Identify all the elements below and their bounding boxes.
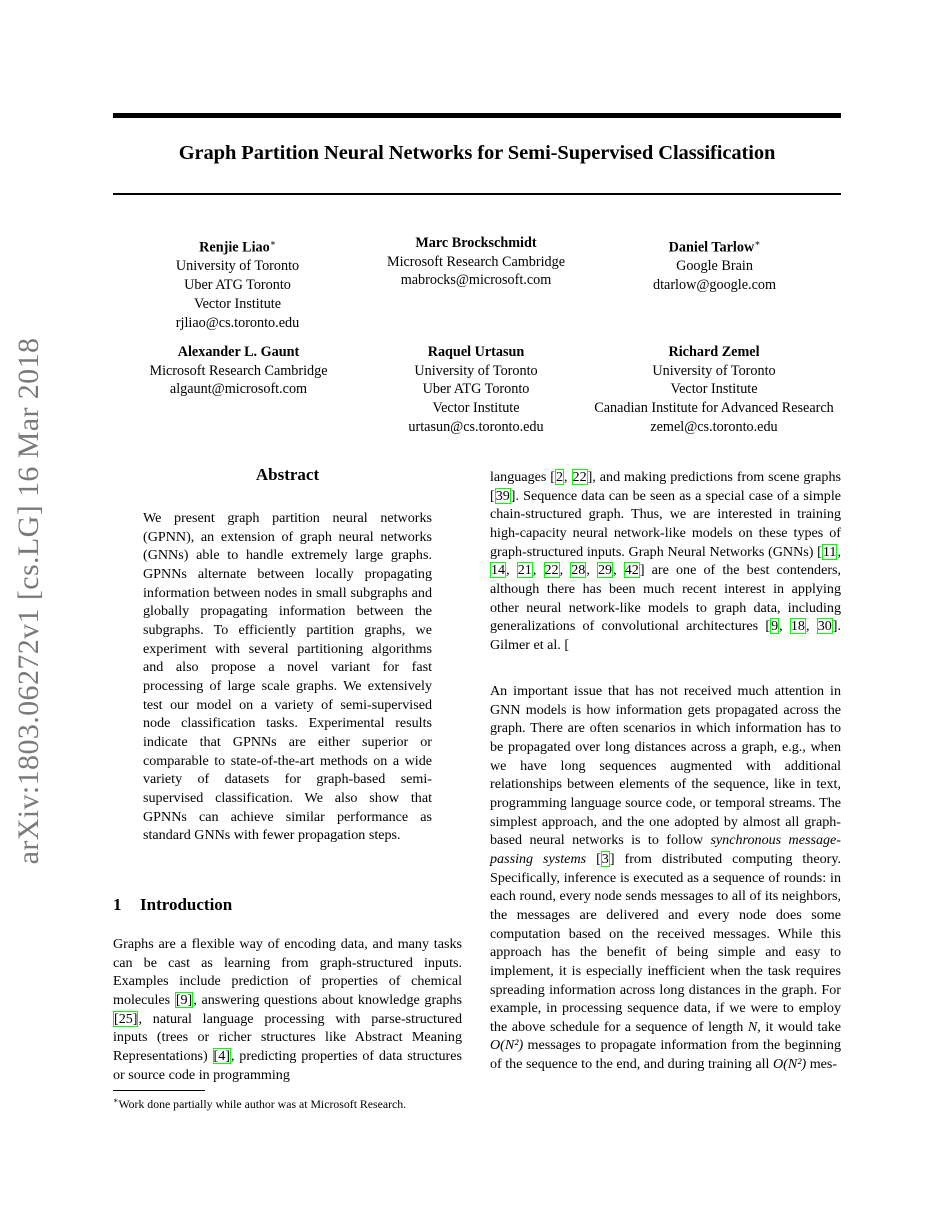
author-affiliation: Canadian Institute for Advanced Research [594,400,834,417]
citation-link[interactable]: 11 [822,543,837,560]
citation-link[interactable]: 29 [598,562,613,579]
author-email: mabrocks@microsoft.com [400,272,552,289]
section-heading-introduction [113,895,232,915]
author-affiliation: Microsoft Research Cambridge [149,362,328,379]
citation-link[interactable]: 22 [572,469,587,485]
footnote-text: Work done partially while author was at Microsoft Research. [118,1096,407,1111]
title-bottom-rule [113,193,841,195]
citation-link[interactable]: 22 [544,562,559,579]
author-name: Daniel Tarlow [668,239,755,256]
citation-link[interactable]: 9 [771,618,779,635]
math-expression: O(N²) [490,1037,524,1054]
intro-paragraph-1: Graphs are a flexible way of encoding data, and many tasks can be cast as learning from graph-structured inputs. Examples include prediction of properties of chemical molecules [9], answering questions about knowledge graphs [25], natural language processing with parse-structured inputs (trees or richer structures like Abstract Meaning Representations) [4], predicting properties of data structures or source code in programming [113,936,462,1083]
author-email: algaunt@microsoft.com [169,381,308,398]
math-expression: O(N²) [772,1056,807,1073]
author-affiliation: Uber ATG Toronto [422,381,530,398]
citation-link[interactable]: [4] [213,1047,230,1064]
author-block [620,234,809,295]
citation-link[interactable]: 21 [517,562,532,579]
footnote-rule [113,1090,205,1091]
intro-paragraph-1-continued: languages [2, 22], and making predictions from scene graphs [39]. Sequence data can be seen as a special case of a simple chain-structured graph. Thus, we are interested in training high-capacity neural network-like models on these types of graph-structured inputs. Graph Neural Networks (GNNs) [11, 14, 21, 22, 28, 29, 42] are one of the best contenders, although there has been much recent interest in applying other neural network-like models to graph data, including generalizations of convolutional architectures [9, 18, 30]. Gilmer et al. [ [490,469,842,653]
title-top-rule [113,113,841,118]
author-affiliation: Google Brain [676,258,753,275]
emphasis: synchronous message-passing systems [490,832,841,867]
author-affiliation: Vector Institute [670,381,758,398]
author-affiliation: University of Toronto [652,362,776,379]
footnote-mark: ∗ [113,1096,119,1105]
author-affiliation: Vector Institute [193,295,282,312]
author-name: Raquel Urtasun [427,344,525,360]
author-affiliation: Vector Institute [432,400,520,417]
section-title: Introduction [140,895,233,914]
math-variable: N [747,1018,758,1035]
citation-link[interactable]: 42 [624,562,639,579]
citation-link[interactable]: [9] [175,991,193,1008]
author-affiliation: University of Toronto [414,362,538,379]
arxiv-identifier: arXiv:1803.06272v1 [cs.LG] 16 Mar 2018 [12,337,45,865]
citation-link[interactable]: 18 [790,618,805,635]
author-name: Marc Brockschmidt [415,235,537,251]
author-affiliation: Microsoft Research Cambridge [386,253,566,270]
author-block [130,343,347,399]
citation-link[interactable]: 2 [556,469,564,485]
author-block [368,234,584,290]
author-name: Richard Zemel [668,344,760,360]
author-footnote-mark: ∗ [269,238,276,248]
author-block [143,234,332,332]
abstract-heading: Abstract [255,465,320,484]
citation-link[interactable]: 28 [571,562,586,579]
author-affiliation: University of Toronto [175,258,300,275]
footnote [113,1093,462,1112]
author-email: urtasun@cs.toronto.edu [408,418,544,435]
citation-link[interactable]: 30 [817,618,832,635]
paper-title: Graph Partition Neural Networks for Semi-Supervised Classification [178,142,776,164]
author-email: rjliao@cs.toronto.edu [175,314,300,331]
author-email: zemel@cs.toronto.edu [650,418,778,435]
citation-link[interactable]: 14 [491,562,506,579]
author-name: Alexander L. Gaunt [177,344,300,360]
abstract-text: We present graph partition neural networks (GPNN), an extension of graph neural networks (GNNs) able to handle extremely large graphs. GPNNs alternate between locally propagating information between nodes in small subgraphs and globally propagating information between the subgraphs. To efficiently partition graphs, we experiment with several partitioning algorithms and also propose a novel variant for fast processing of large scale graphs. We extensively test our model on a variety of semi-supervised node classification tasks. Experimental results indicate that GPNNs are either superior or comparable to state-of-the-art methods on a wide variety of datasets for graph-based semi-supervised classification. We also show that GPNNs can achieve similar performance as standard GNNs with fewer propagation steps. [143,510,432,844]
author-affiliation: Uber ATG Toronto [184,277,291,294]
author-email: dtarlow@google.com [653,277,776,294]
citation-link[interactable]: 39 [495,487,510,504]
author-block [580,343,848,437]
author-footnote-mark: ∗ [754,238,761,248]
author-name: Renjie Liao [199,239,270,256]
intro-paragraph-2: An important issue that has not received much attention in GNN models is how information gets propagated across the graph. There are often scenarios in which information has to be propagated over long distances across a graph, e.g., when we have long sequences augmented with additional relationships between elements of the sequence, like in text, programming language source code, or temporal streams. The simplest approach, and the one adopted by almost all graph-based neural networks is to follow synchronous message-passing systems [3] from distributed computing theory. Specifically, inference is executed as a sequence of rounds: in each round, every node sends messages to all of its neighbors, the messages are delivered and every node does some computation based on the received messages. While this approach has the benefit of being simple and easy to implement, it is especially inefficient when the task requires spreading information across long distances in the graph. For example, in processing sequence data, if we were to employ the above schedule for a sequence of length N, it would take O(N²) messages to propagate information from the beginning of the sequence to the end, and during training all O(N²) mes- [490,683,841,1073]
citation-link[interactable]: 3 [601,850,609,867]
section-number: 1 [113,895,122,914]
author-block [376,343,576,437]
citation-link[interactable]: [25] [114,1010,138,1027]
